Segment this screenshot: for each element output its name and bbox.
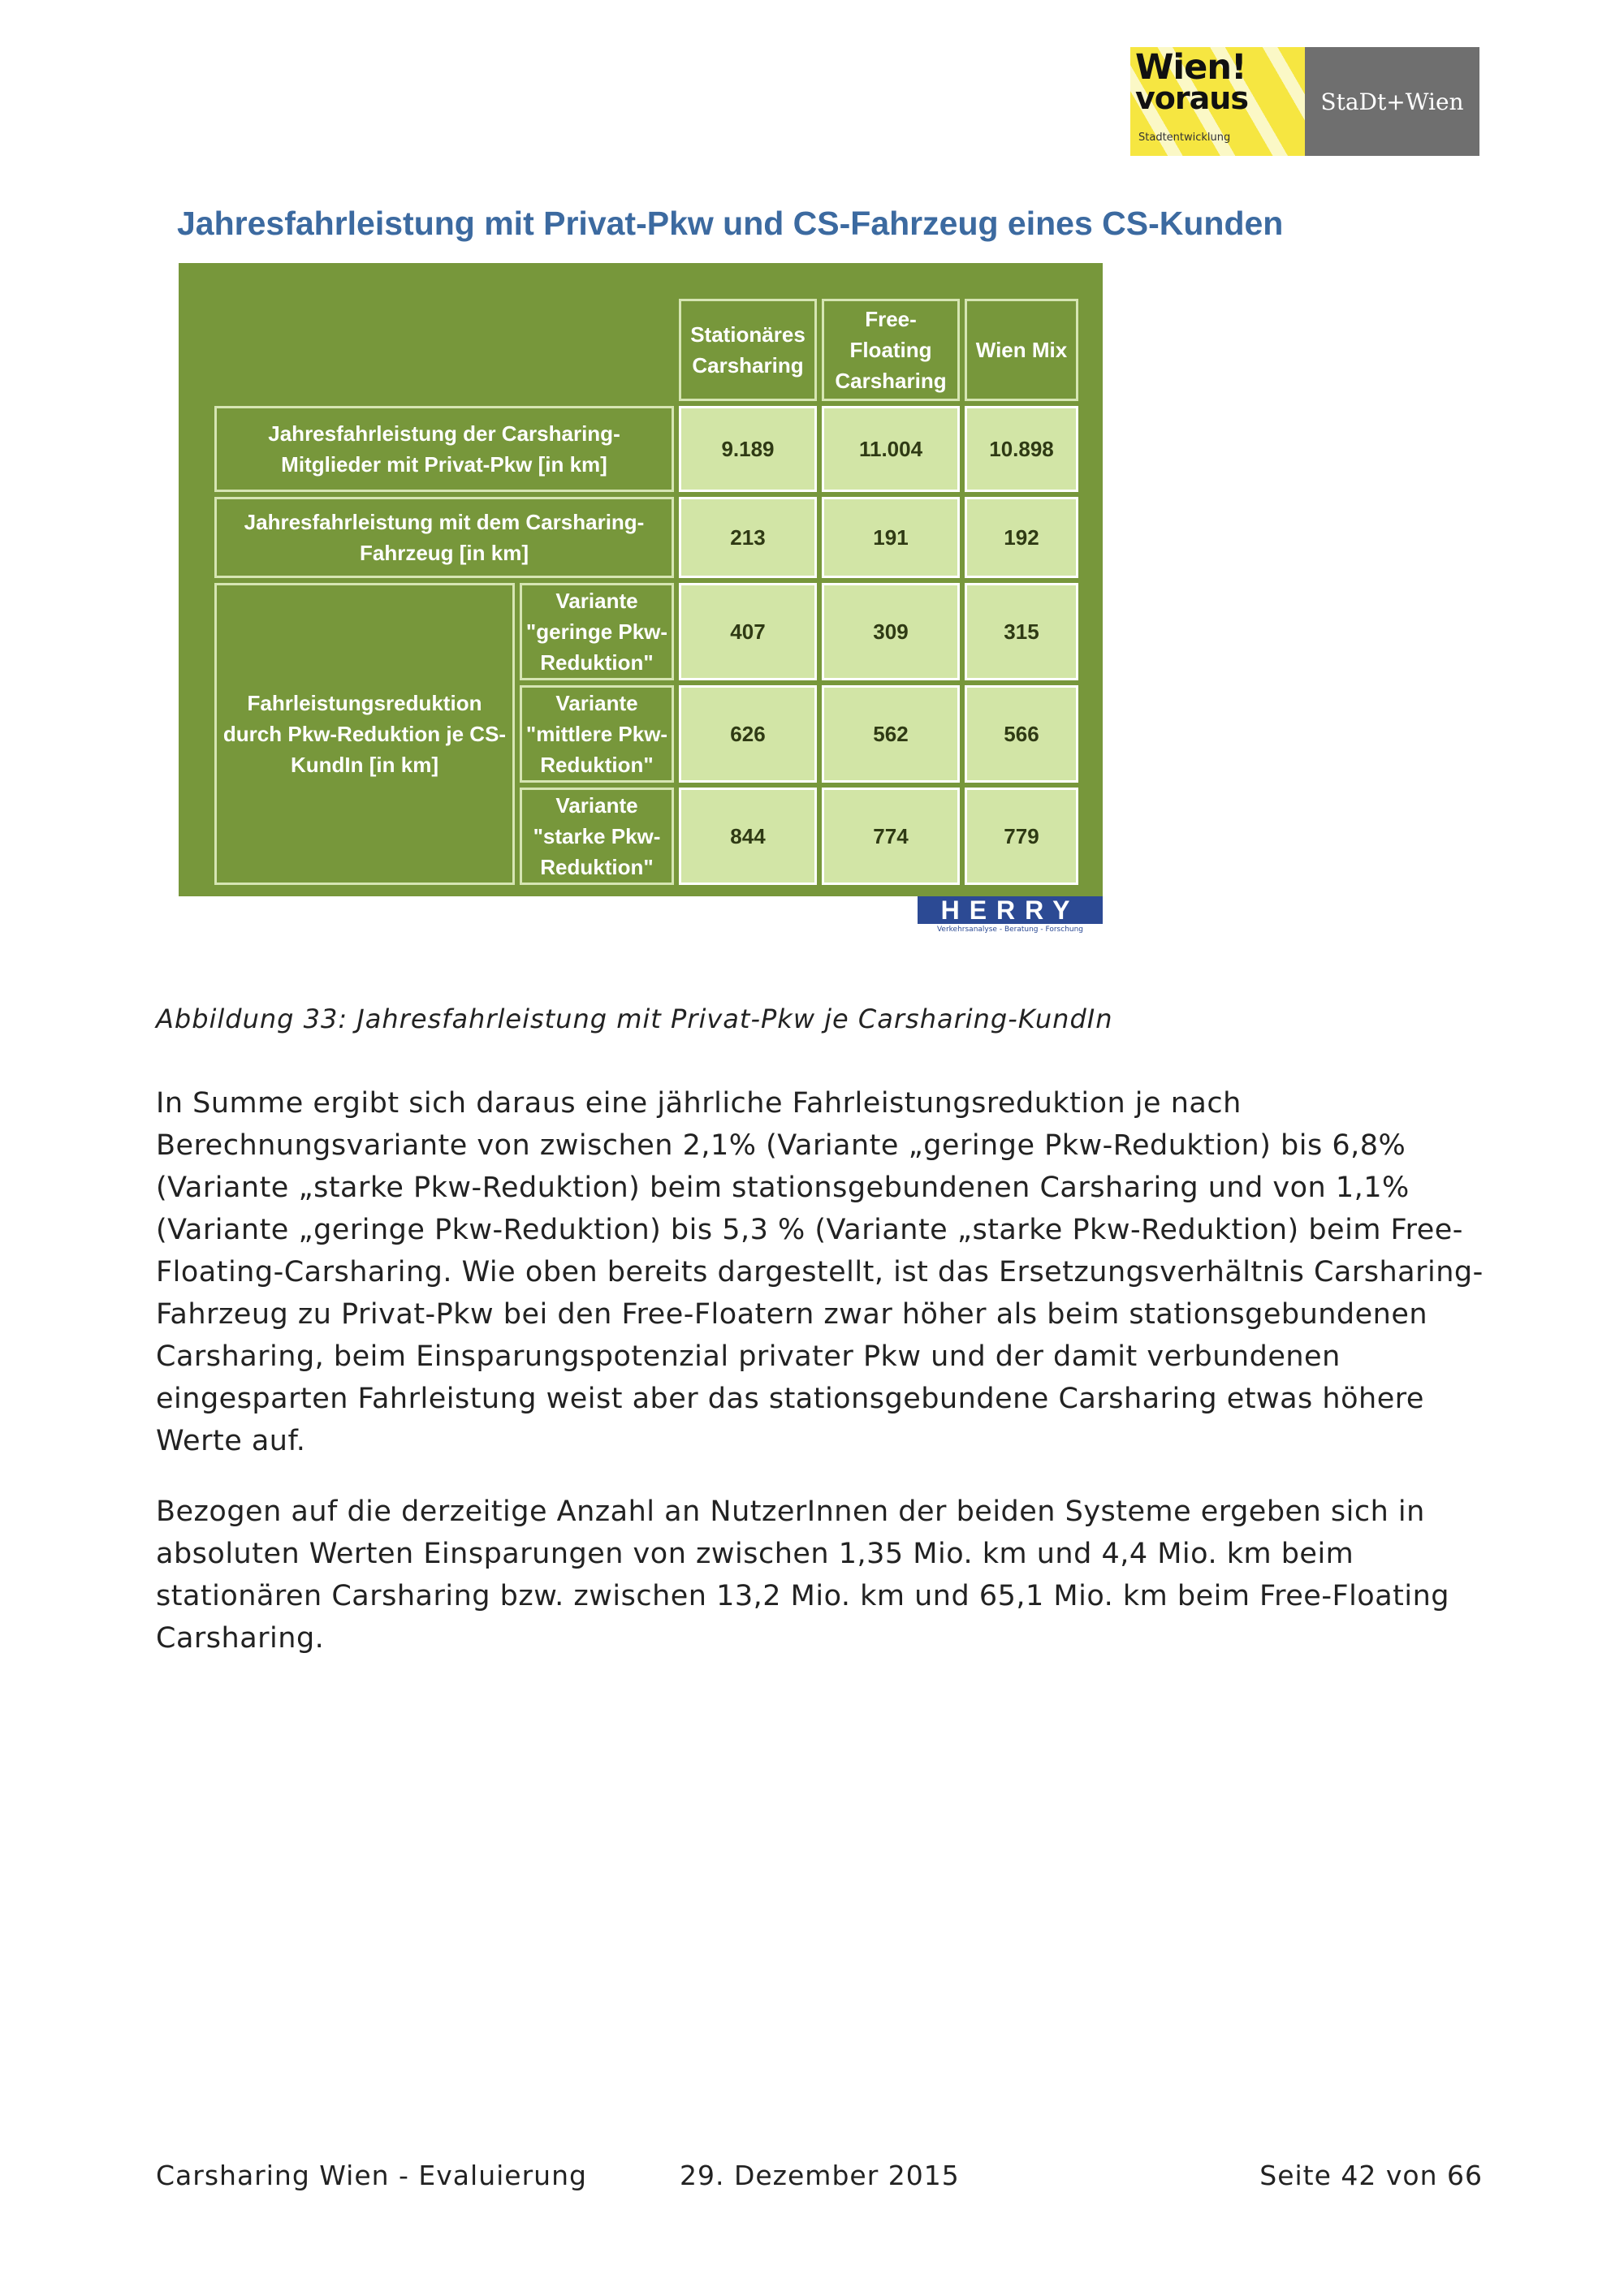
herry-logo <box>918 896 1103 937</box>
herry-logo-text: HERRY <box>918 896 1103 924</box>
footer-date: 29. Dezember 2015 <box>680 2160 960 2191</box>
stadt-wien-logo: StaDt+Wien <box>1305 47 1479 156</box>
table-cell: 779 <box>965 788 1078 885</box>
logo-voraus-text: voraus <box>1135 80 1248 116</box>
table-cell: 774 <box>822 788 960 885</box>
table-cell: 191 <box>822 497 960 578</box>
header-blank <box>214 299 674 401</box>
table-cell: 626 <box>679 685 817 783</box>
table-row <box>214 583 1078 680</box>
logo-sub-text: Stadtentwicklung <box>1138 132 1231 144</box>
table-cell: 407 <box>679 583 817 680</box>
footer-page-number: Seite 42 von 66 <box>1259 2160 1483 2191</box>
herry-logo-subtitle: Verkehrsanalyse - Beratung - Forschung <box>936 926 1084 934</box>
table-cell: 844 <box>679 788 817 885</box>
figure-title: Jahresfahrleistung mit Privat-Pkw und CS-Fahrzeug eines CS-Kunden <box>177 205 1284 242</box>
footer-document-title: Carsharing Wien - Evaluierung <box>156 2160 587 2191</box>
table-row <box>214 406 1078 492</box>
body-paragraph: In Summe ergibt sich daraus eine jährliche Fahrleistungsreduktion je nach Berechnungsvariante von zwischen 2,1% (Variante „geringe Pkw-Reduktion) bis 6,8% (Variante „starke Pkw-Reduktion) beim stationsgebundenen Carsharing und von 1,1% (Variante „geringe Pkw-Reduktion) bis 5,3 % (Variante „starke Pkw-Reduktion) beim Free-Floating-Carsharing. Wie oben bereits dargestellt, ist das Ersetzungsverhältnis Carsharing-Fahrzeug zu Privat-Pkw bei den Free-Floatern zwar höher als beim stationsgebundenen Carsharing, beim Einsparungspotenzial privater Pkw und der damit verbundenen eingesparten Fahrleistung weist aber das stationsgebundene Carsharing etwas höhere Werte auf. <box>156 1087 1484 1457</box>
row-label: Jahresfahrleistung mit dem Carsharing-Fahrzeug [in km] <box>214 497 674 578</box>
table-cell: 562 <box>822 685 960 783</box>
header-logo <box>1130 47 1479 156</box>
variant-label: Variante "mittlere Pkw-Reduktion" <box>520 685 674 783</box>
table-cell: 566 <box>965 685 1078 783</box>
figure-table-panel <box>179 263 1103 896</box>
column-header: Stationäres Carsharing <box>679 299 817 401</box>
row-label: Jahresfahrleistung der Carsharing-Mitglieder mit Privat-Pkw [in km] <box>214 406 674 492</box>
column-header: Wien Mix <box>965 299 1078 401</box>
table-header-row <box>214 299 1078 401</box>
table-cell: 10.898 <box>965 406 1078 492</box>
logo-wien-text: Wien! <box>1135 47 1246 88</box>
table-cell: 213 <box>679 497 817 578</box>
table-row <box>214 497 1078 578</box>
variant-label: Variante "geringe Pkw-Reduktion" <box>520 583 674 680</box>
table-cell: 309 <box>822 583 960 680</box>
column-header: Free-Floating Carsharing <box>822 299 960 401</box>
body-paragraph: Bezogen auf die derzeitige Anzahl an NutzerInnen der beiden Systeme ergeben sich in absoluten Werten Einsparungen von zwischen 1,35 Mio. km und 4,4 Mio. km beim stationären Carsharing bzw. zwischen 13,2 Mio. km und 65,1 Mio. km beim Free-Floating Carsharing. <box>156 1495 1450 1655</box>
table-cell: 192 <box>965 497 1078 578</box>
table-cell: 11.004 <box>822 406 960 492</box>
wien-voraus-logo <box>1130 47 1305 156</box>
table-cell: 315 <box>965 583 1078 680</box>
figure-caption: Abbildung 33: Jahresfahrleistung mit Privat-Pkw je Carsharing-KundIn <box>156 1003 1113 1034</box>
table-cell: 9.189 <box>679 406 817 492</box>
variant-label: Variante "starke Pkw-Reduktion" <box>520 788 674 885</box>
data-table <box>209 294 1083 890</box>
group-label: Fahrleistungsreduktion durch Pkw-Reduktion je CS-KundIn [in km] <box>214 583 515 885</box>
